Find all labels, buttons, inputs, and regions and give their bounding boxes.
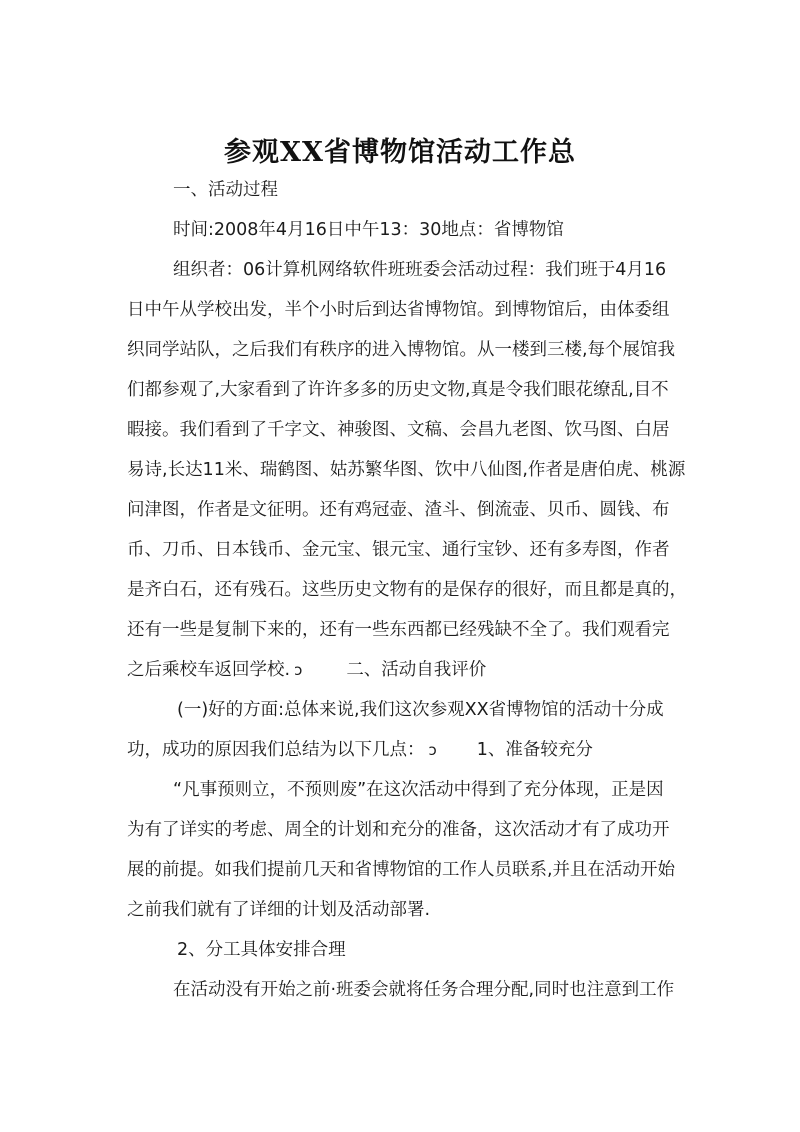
time-location-line: 时间:2008年4月16日中午13：30地点：省博物馆	[173, 220, 564, 240]
paragraph-line: “凡事预则立，不预则废”在这次活动中得到了充分体现，正是因	[173, 780, 664, 800]
paragraph-line: 展的前提。如我们提前几天和省博物馆的工作人员联系,并且在活动开始	[127, 860, 676, 880]
section-heading-evaluation: 二、活动自我评价	[346, 660, 487, 680]
stray-mark: ↄ	[294, 661, 303, 679]
paragraph-line: 们都参观了,大家看到了许许多多的历史文物,真是令我们眼花缭乱,目不	[127, 380, 669, 400]
item-heading-preparation: 1、准备较充分	[476, 740, 593, 760]
paragraph-line: 日中午从学校出发，半个小时后到达省博物馆。到博物馆后，由体委组	[127, 300, 670, 320]
paragraph-line: (一)好的方面:总体来说,我们这次参观XX省博物馆的活动十分成	[177, 700, 664, 720]
paragraph-line-with-heading	[127, 658, 486, 682]
paragraph-line: 还有一些是复制下来的，还有一些东西都已经残缺不全了。我们观看完	[127, 620, 670, 640]
paragraph-line: 币、刀币、日本钱币、金元宝、银元宝、通行宝钞、还有多寿图，作者	[127, 540, 670, 560]
paragraph-tail: 之后乘校车返回学校.	[127, 660, 291, 680]
paragraph-line: 之前我们就有了详细的计划及活动部署.	[127, 900, 431, 920]
paragraph-line: 是齐白石，还有残石。这些历史文物有的是保存的很好，而且都是真的，	[127, 580, 687, 600]
paragraph-line: 易诗,长达11米、瑞鹤图、姑苏繁华图、饮中八仙图,作者是唐伯虎、桃源	[127, 460, 686, 480]
paragraph-line: 问津图，作者是文征明。还有鸡冠壶、渣斗、倒流壶、贝币、圆钱、布	[127, 500, 670, 520]
paragraph-line: 暇接。我们看到了千字文、神骏图、文稿、会昌九老图、饮马图、白居	[127, 420, 670, 440]
section-heading-process: 一、活动过程	[173, 180, 278, 200]
paragraph-line: 在活动没有开始之前·班委会就将任务合理分配,同时也注意到工作	[173, 980, 675, 1000]
paragraph-line-with-heading	[127, 738, 593, 762]
paragraph-line: 织同学站队，之后我们有秩序的进入博物馆。从一楼到三楼,每个展馆我	[127, 340, 676, 360]
paragraph-line: 为有了详实的考虑、周全的计划和充分的准备，这次活动才有了成功开	[127, 820, 670, 840]
paragraph-tail: 功，成功的原因我们总结为以下几点：	[127, 740, 425, 760]
paragraph-line: 组织者：06计算机网络软件班班委会活动过程：我们班于4月16	[173, 260, 667, 280]
item-heading-division: 2、分工具体安排合理	[177, 940, 346, 960]
document-title: 参观XX省博物馆活动工作总	[224, 137, 576, 168]
stray-mark: ↄ	[428, 741, 437, 759]
